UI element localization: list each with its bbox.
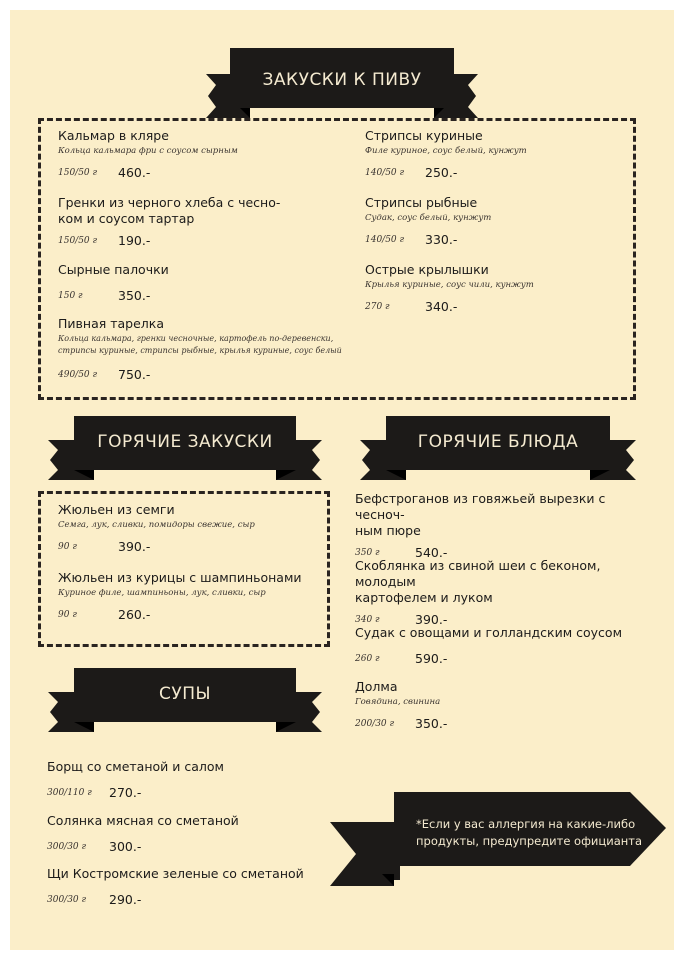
item-weight: 350 г — [355, 548, 380, 558]
menu-item — [47, 813, 327, 855]
item-description: Судак, соус белый, кунжут — [365, 213, 492, 223]
item-price: 330.- — [425, 232, 458, 247]
item-weight: 260 г — [355, 654, 380, 664]
item-description: Семга, лук, сливки, помидоры свежие, сыр — [58, 520, 255, 530]
item-name: Пивная тарелка — [58, 316, 164, 331]
item-description: Крылья куриные, соус чили, кунжут — [365, 280, 534, 290]
item-name: Сырные палочки — [58, 262, 169, 277]
menu-item — [58, 316, 368, 383]
section-ribbon-hot-dishes — [360, 414, 636, 488]
item-name: Жюльен из курицы с шампиньонами — [58, 570, 302, 585]
item-price: 260.- — [118, 607, 151, 622]
menu-item — [58, 195, 358, 249]
item-weight: 300/30 г — [47, 895, 87, 905]
item-price: 390.- — [118, 539, 151, 554]
item-name: Гренки из черного хлеба с чесно- ком и соусом тартар — [58, 195, 281, 226]
item-description: Кольца кальмара фри с соусом сырным — [58, 146, 238, 156]
item-weight: 90 г — [58, 542, 77, 552]
item-description: Филе куриное, соус белый, кунжут — [365, 146, 527, 156]
item-weight: 340 г — [355, 615, 380, 625]
item-description: Куриное филе, шампиньоны, лук, сливки, сыр — [58, 588, 266, 598]
item-price: 300.- — [109, 839, 142, 854]
section-title: ЗАКУСКИ К ПИВУ — [262, 70, 422, 90]
section-title: ГОРЯЧИЕ БЛЮДА — [417, 432, 579, 452]
section-ribbon-soups — [48, 666, 322, 740]
item-weight: 150/50 г — [58, 236, 98, 246]
item-weight: 270 г — [365, 302, 390, 312]
item-weight: 490/50 г — [58, 370, 98, 380]
item-description: Говядина, свинина — [355, 697, 441, 707]
item-price: 350.- — [415, 716, 448, 731]
item-price: 390.- — [415, 612, 448, 627]
item-name: Стрипсы куриные — [365, 128, 483, 143]
item-price: 350.- — [118, 288, 151, 303]
menu-item — [365, 128, 615, 181]
item-name: Острые крылышки — [365, 262, 489, 277]
item-name: Скоблянка из свиной шеи с беконом, молодым картофелем и луком — [355, 558, 601, 605]
section-title: ГОРЯЧИЕ ЗАКУСКИ — [97, 432, 273, 452]
item-name: Стрипсы рыбные — [365, 195, 478, 210]
menu-item — [355, 625, 655, 667]
item-name: Кальмар в кляре — [58, 128, 169, 143]
item-name: Жюльен из семги — [58, 502, 175, 517]
menu-item — [58, 502, 328, 555]
item-price: 590.- — [415, 651, 448, 666]
item-name: Щи Костромские зеленые со сметаной — [47, 866, 304, 881]
menu-page — [10, 10, 674, 950]
item-weight: 200/30 г — [355, 719, 395, 729]
menu-item — [355, 558, 655, 628]
item-name: Долма — [355, 679, 398, 694]
item-price: 540.- — [415, 545, 448, 560]
item-price: 270.- — [109, 785, 142, 800]
item-name: Солянка мясная со сметаной — [47, 813, 239, 828]
item-weight: 150/50 г — [58, 168, 98, 178]
item-weight: 140/50 г — [365, 168, 405, 178]
menu-item — [47, 866, 327, 908]
item-name: Бефстроганов из говяжьей вырезки с чесноч- ным пюре — [355, 491, 606, 538]
allergy-note: *Если у вас аллергия на какие-либо продукты, предупредите официанта — [416, 817, 643, 848]
menu-item — [365, 262, 615, 315]
item-price: 290.- — [109, 892, 142, 907]
item-weight: 150 г — [58, 291, 83, 301]
item-price: 460.- — [118, 165, 151, 180]
menu-item — [355, 491, 655, 561]
menu-item — [58, 128, 358, 181]
section-ribbon-beer-snacks — [206, 46, 478, 126]
section-title: СУПЫ — [158, 684, 211, 704]
item-name: Судак с овощами и голландским соусом — [355, 625, 623, 640]
item-weight: 300/110 г — [47, 788, 92, 798]
item-description: Кольца кальмара, гренки чесночные, картофель по-деревенски, стрипсы куриные, стрипсы рыбные, крылья куриные, соус белый — [58, 334, 342, 355]
item-weight: 300/30 г — [47, 842, 87, 852]
menu-item — [58, 570, 328, 623]
item-weight: 140/50 г — [365, 235, 405, 245]
item-price: 340.- — [425, 299, 458, 314]
item-name: Борщ со сметаной и салом — [47, 759, 224, 774]
item-price: 190.- — [118, 233, 151, 248]
section-ribbon-hot-snacks — [48, 414, 322, 488]
item-price: 250.- — [425, 165, 458, 180]
menu-item — [355, 679, 655, 732]
item-weight: 90 г — [58, 610, 77, 620]
menu-item — [47, 759, 327, 801]
menu-item — [58, 262, 358, 304]
menu-item — [365, 195, 615, 248]
item-price: 750.- — [118, 367, 151, 382]
